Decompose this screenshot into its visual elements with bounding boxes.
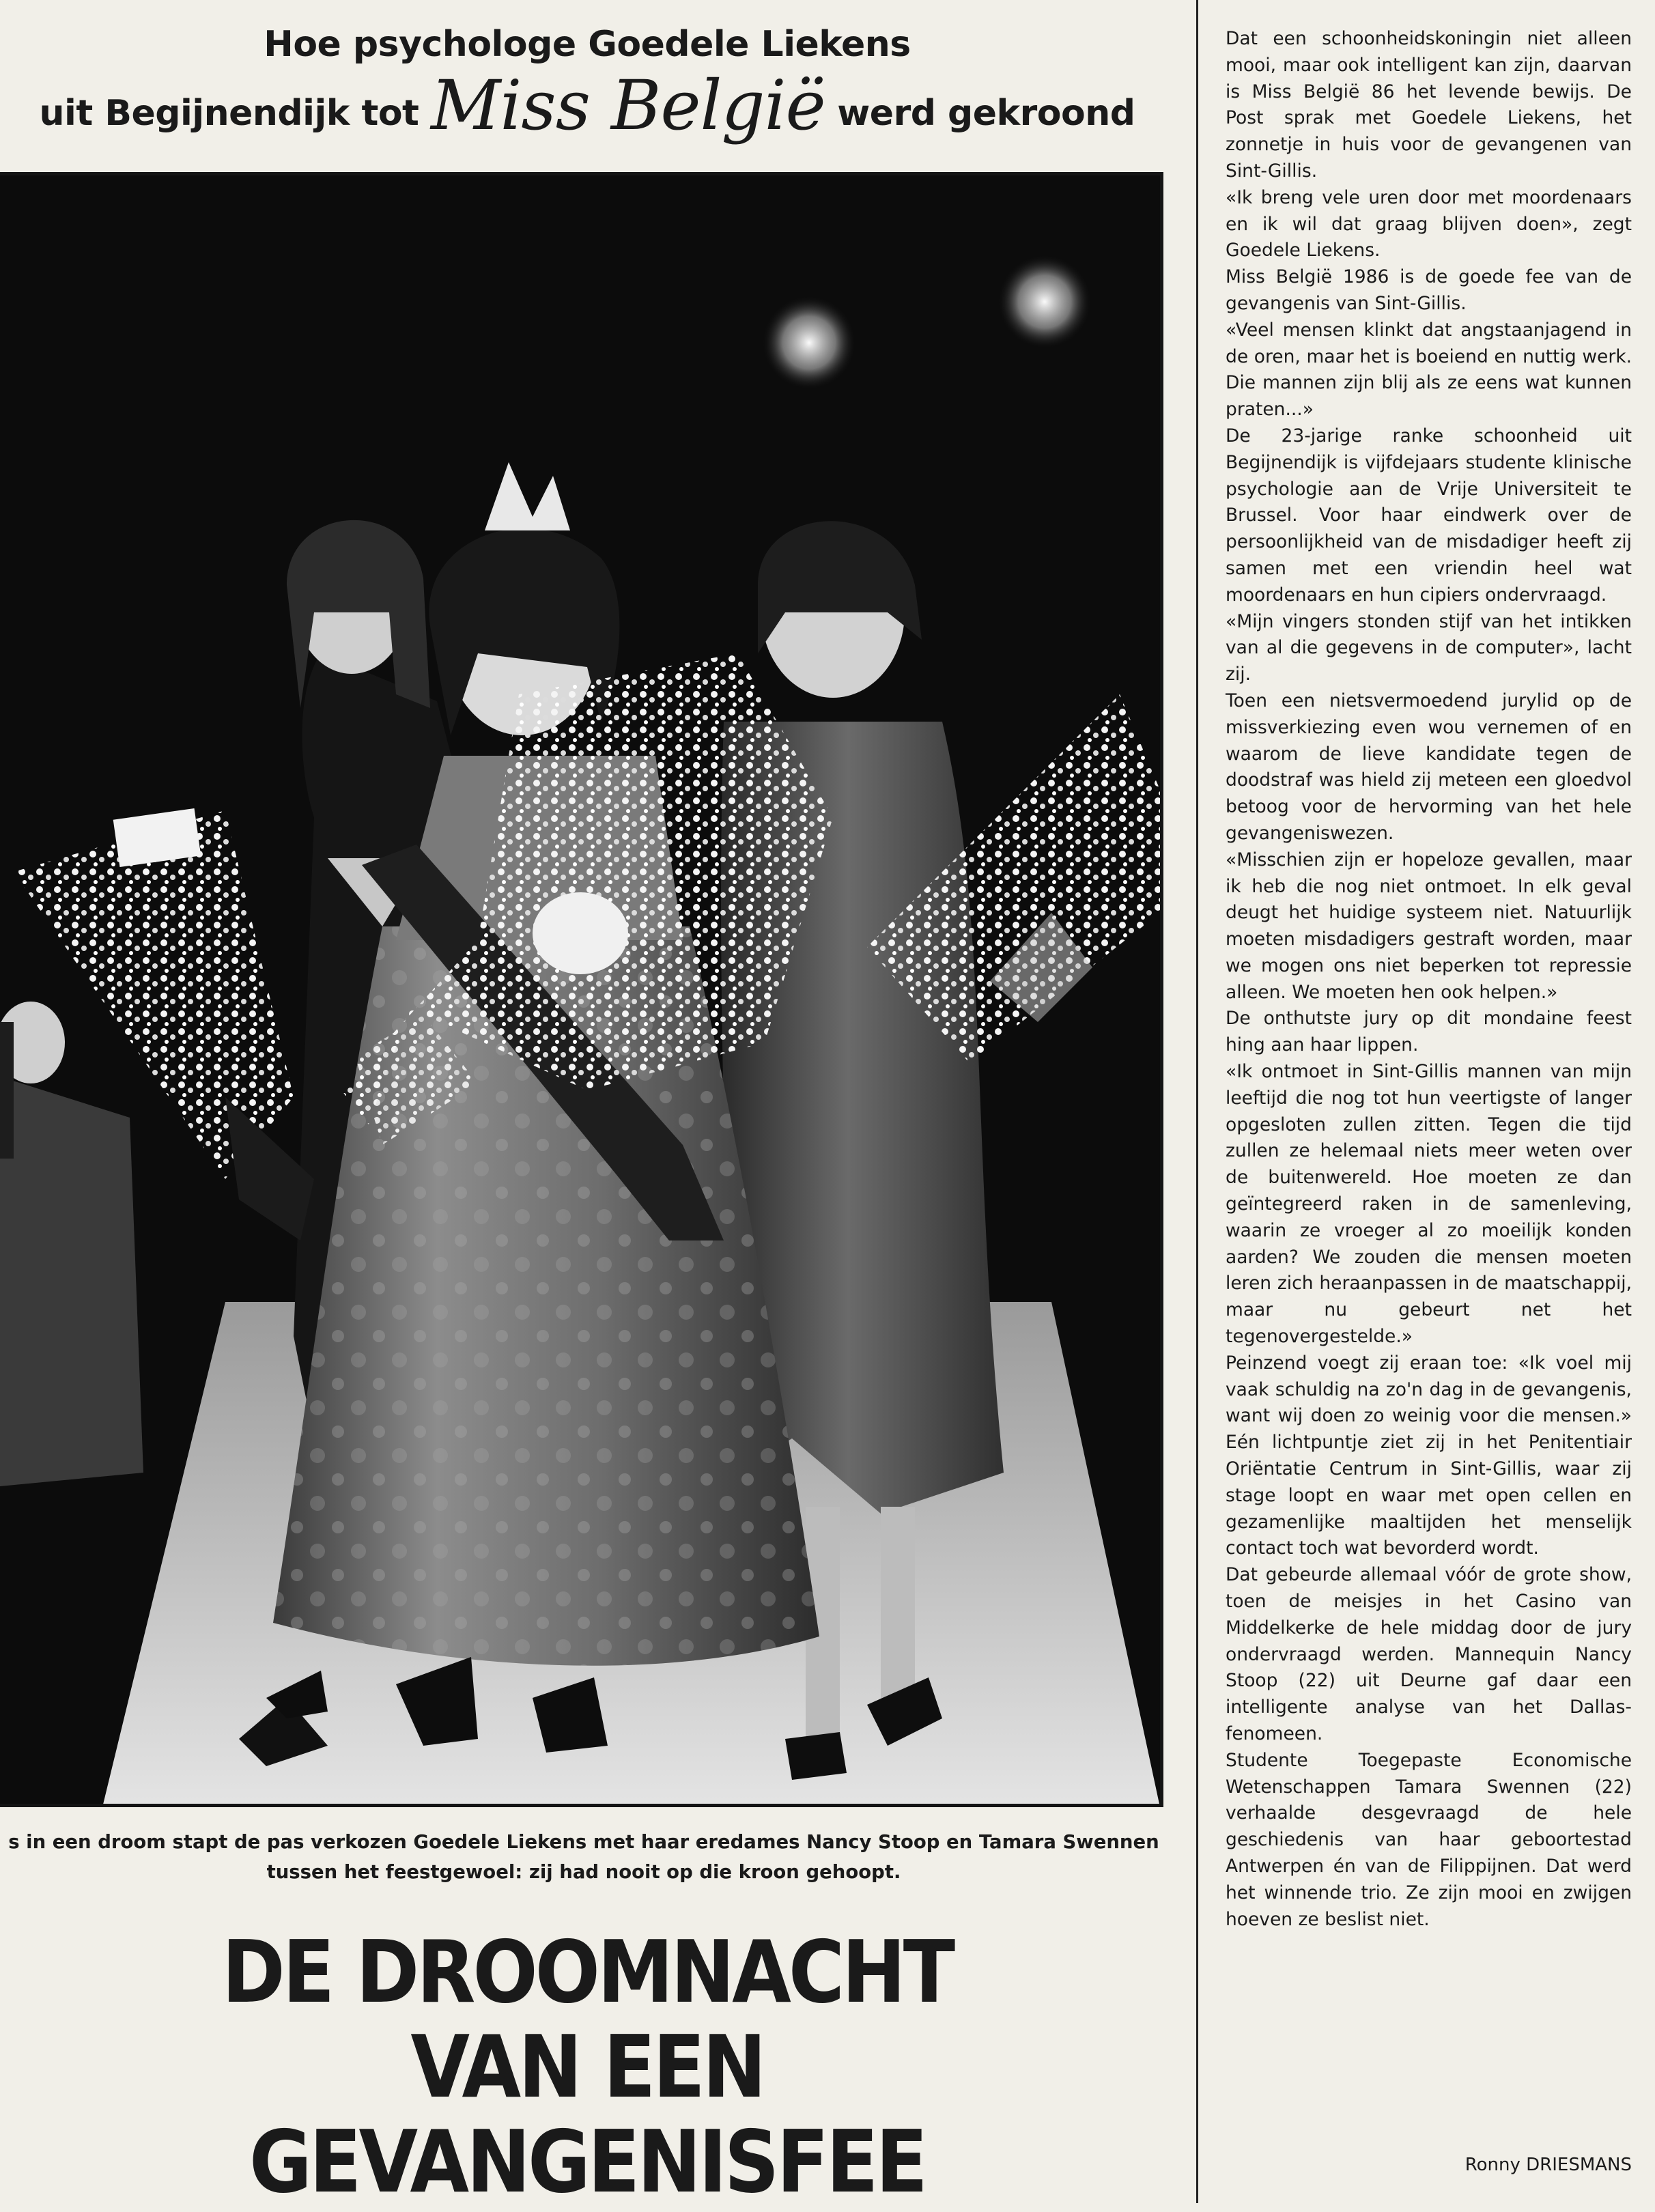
article-paragraph: De 23-jarige ranke schoonheid uit Begijnendijk is vijfdejaars studente klinische psychologie aan de Vrije Universiteit te Brussel. Voor haar eindwerk over de persoonlijkheid van de misdadiger heeft zij samen met een vriendin heel wat moordenaars en hun cipiers ondervraagd. <box>1226 425 1632 606</box>
article-paragraph: «Mijn vingers stonden stijf van het intikken van al die gegevens in de computer», lacht zij. <box>1226 610 1632 685</box>
headline <box>0 20 1174 151</box>
headline-line-1: Hoe psychologe Goedele Liekens <box>264 24 911 65</box>
article-paragraph: «Misschien zijn er hopeloze gevallen, maar ik heb die nog niet ontmoet. In elk geval deugt het huidige systeem niet. Natuurlijk moeten misdadigers gestraft worden, maar we mogen ons niet beperken tot repressie alleen. We moeten hen ook helpen.» <box>1226 849 1632 1003</box>
caption-line-1: s in een droom stapt de pas verkozen Goedele Liekens met haar eredames Nancy Stoop en Tamara Swennen <box>8 1831 1159 1853</box>
big-title-line-1: DE DROOMNACHT <box>221 1923 953 2023</box>
spotlight-right <box>997 254 1092 350</box>
photo-caption <box>0 1827 1168 1887</box>
article-paragraph: Toen een nietsvermoedend jurylid op de missverkiezing even wou vernemen of en waarom de lieve kandidate tegen de doodstraf was hield zij meteen een gloedvol betoog voor de hervorming van het hele gevangeniswezen. <box>1226 690 1632 844</box>
column-divider <box>1196 0 1198 2203</box>
byline: Ronny DRIESMANS <box>1465 2155 1632 2175</box>
article-body <box>1226 26 1632 1933</box>
headline-miss-belgie: Miss België <box>431 66 825 145</box>
article-paragraph: Dat een schoonheidskoningin niet alleen mooi, maar ook intelligent kan zijn, daarvan is Miss België 86 het levende bewijs. De Post sprak met Goedele Liekens, het zonnetje in huis voor de gevangenen van Sint-Gillis. <box>1226 28 1632 182</box>
article-paragraph: Studente Toegepaste Economische Wetenschappen Tamara Swennen (22) verhaalde desgevraagd de hele geschiedenis van haar geboortestad Antwerpen én van de Filippijnen. Dat werd het winnende trio. Ze zijn mooi en zwijgen hoeven ze beslist niet. <box>1226 1749 1632 1930</box>
headline-line-2-pre: uit Begijnendijk tot <box>39 93 419 134</box>
spotlight-left <box>761 295 857 391</box>
article-paragraph: «Ik breng vele uren door met moordenaars en ik wil dat graag blijven doen», zegt Goedele Liekens. <box>1226 186 1632 261</box>
article-paragraph: «Veel mensen klinkt dat angstaanjagend in de oren, maar het is boeiend en nuttig werk. Die mannen zijn blij als ze eens wat kunnen praten...» <box>1226 319 1632 421</box>
headline-line-2-post: werd gekroond <box>837 93 1135 134</box>
photo-of-three-women-with-bouquets <box>0 172 1163 1807</box>
article-paragraph: Peinzend voegt zij eraan toe: «Ik voel mij vaak schuldig na zo'n dag in de gevangenis, want wij doen zo weinig voor die mensen.» Eén lichtpuntje ziet zij in het Penitentiair Oriëntatie Centrum in Sint-Gillis, waar zij stage loopt en waar met open cellen en gezamenlijke maaltijden het menselijk contact toch wat bevorderd wordt. <box>1226 1352 1632 1559</box>
caption-line-2: tussen het feestgewoel: zij had nooit op die kroon gehoopt. <box>266 1861 901 1883</box>
article-paragraph: De onthutste jury op dit mondaine feest hing aan haar lippen. <box>1226 1008 1632 1056</box>
big-title <box>0 1925 1174 2210</box>
article-paragraph: «Ik ontmoet in Sint-Gillis mannen van mijn leeftijd die nog tot hun veertigste of langer opgesloten zullen zitten. Tegen die tijd zullen ze helemaal niets meer weten over de buitenwereld. Hoe moeten ze dan geïntegreerd raken in de samenleving, waarin ze vroeger al zo moeilijk konden aarden? We zouden die mensen moeten leren zich heraanpassen in de maatschappij, maar nu gebeurt net het tegenovergestelde.» <box>1226 1061 1632 1348</box>
headline-line-2 <box>0 68 1174 151</box>
photo-illustration <box>0 175 1160 1807</box>
big-title-line-2: VAN EEN <box>410 2017 764 2118</box>
article-paragraph: Dat gebeurde allemaal vóór de grote show, toen de meisjes in het Casino van Middelkerke de hele middag door de jury ondervraagd werden. Mannequin Nancy Stoop (22) uit Deurne gaf daar een intelligente analyse van het Dallas-fenomeen. <box>1226 1564 1632 1744</box>
big-title-line-3: GEVANGENISFEE <box>249 2112 925 2212</box>
audience-body <box>0 1077 143 1486</box>
article-paragraph: Miss België 1986 is de goede fee van de gevangenis van Sint-Gillis. <box>1226 266 1632 314</box>
